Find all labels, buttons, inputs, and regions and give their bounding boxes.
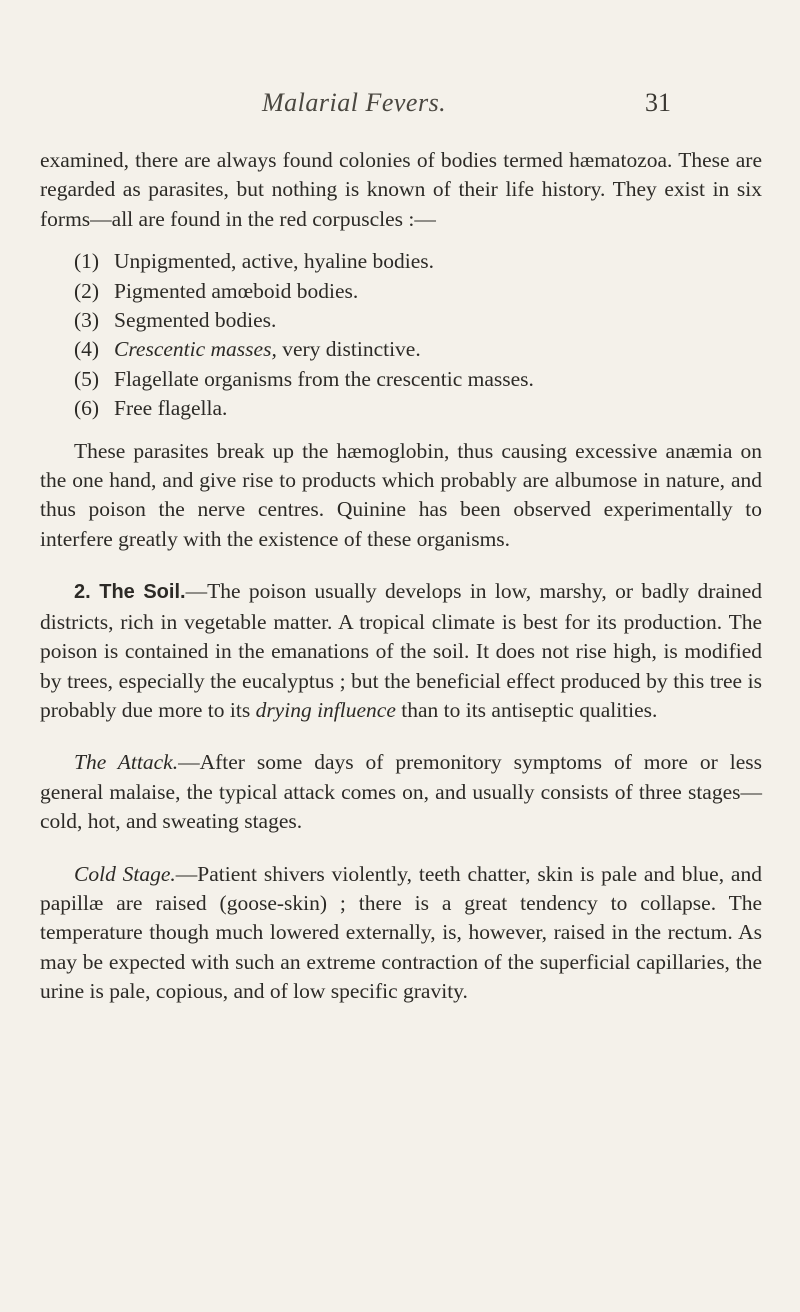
- list-item-number: (5): [74, 366, 100, 391]
- list-item-number: (2): [74, 278, 100, 303]
- page-number: 31: [645, 88, 671, 117]
- list-item-number: (6): [74, 396, 100, 421]
- attack-heading: The Attack.: [74, 750, 179, 775]
- paragraph-cold-stage: [40, 860, 762, 1007]
- cold-stage-heading: Cold Stage.: [74, 861, 176, 886]
- list-item-text: Free flagella.: [114, 396, 228, 421]
- running-title: Malarial Fevers.: [262, 88, 447, 117]
- list-item: [40, 394, 762, 423]
- paragraph-parasites: These parasites break up the hæmoglobin, thus causing excessive anæmia on the one hand, and give rise to products which probably are albumose in nature, and thus poison the nerve centres. Quinine has been observed experimentally to interfere greatly with the existence of these organisms.: [40, 438, 762, 551]
- paragraph-soil: [40, 577, 762, 725]
- list-item: [40, 335, 762, 364]
- body-text: [40, 146, 762, 1007]
- list-item-number: (4): [74, 337, 100, 362]
- cold-stage-text: —Patient shivers violently, teeth chatter, skin is pale and blue, and papillæ are raised (goose-skin) ; there is a great tendency to collapse. The temperature though much lowered externally, is, however, raised in the rectum. As may be expected with such an extreme contraction of the superficial capillaries, the urine is pale, copious, and of low specific gravity.: [40, 861, 762, 1004]
- list-item: [40, 306, 762, 335]
- parasite-forms-list: [40, 247, 762, 423]
- soil-text-a: —The poison usually develops in low, marshy, or badly drained districts, rich in vegetable matter. A tropical climate is best for its production. The poison is contained in the emanations of the soil. It does not rise high, is modified by trees, especially the eucalyptus ; but the beneficial effect produced by this tree is probably due more to its: [40, 579, 763, 722]
- paragraph-attack: [40, 748, 762, 836]
- list-item-text: Unpigmented, active, hyaline bodies.: [114, 249, 435, 274]
- soil-text-b: than to its antiseptic qualities.: [395, 697, 658, 722]
- soil-italic-text: drying influence: [255, 697, 396, 722]
- list-item-text: Segmented bodies.: [114, 308, 277, 333]
- list-item-text: Flagellate organisms from the crescentic masses.: [114, 366, 534, 391]
- list-item-text: Pigmented amœboid bodies.: [114, 278, 359, 303]
- list-item-number: (3): [74, 308, 100, 333]
- attack-text: —After some days of premonitory symptoms of more or less general malaise, the typical attack comes on, and usually consists of three stages—cold, hot, and sweating stages.: [40, 750, 762, 834]
- list-item-text: very distinctive.: [276, 337, 421, 362]
- list-item: [40, 247, 762, 276]
- soil-heading: 2. The Soil.: [74, 581, 186, 604]
- list-item-italic-text: Crescentic masses,: [114, 337, 277, 362]
- paragraph-haematozoa: examined, there are always found colonies of bodies termed hæmatozoa. These are regarded as parasites, but nothing is known of their life history. They exist in six forms—all are found in the red corpuscles :—: [40, 148, 762, 231]
- page-header: [40, 88, 760, 118]
- list-item: [40, 365, 762, 394]
- list-item-number: (1): [74, 249, 100, 274]
- list-item: [40, 277, 762, 306]
